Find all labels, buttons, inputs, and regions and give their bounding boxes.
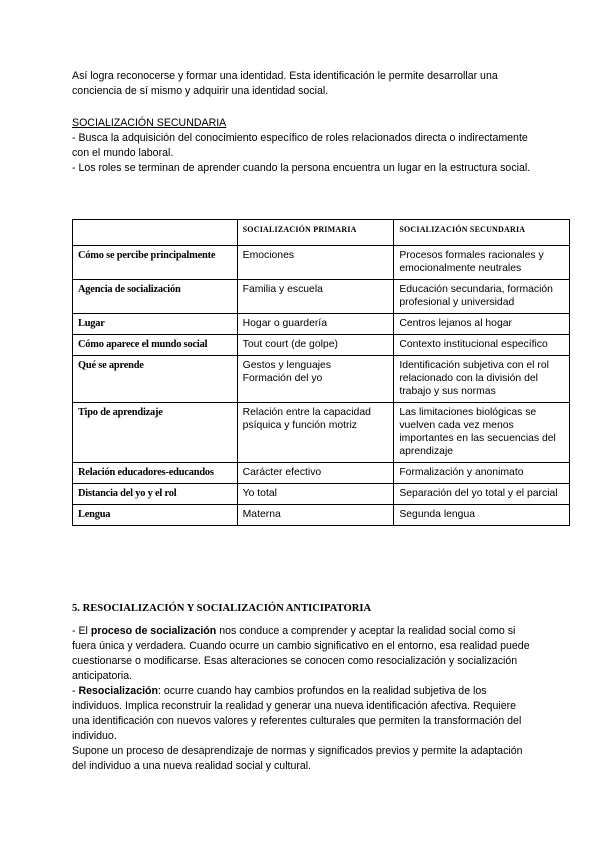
secondary-cell: Formalización y anonimato bbox=[394, 463, 570, 484]
resocialization-paragraph: - Resocialización: ocurre cuando hay cambios profundos en la realidad subjetiva de los individuos. Implica reconstruir la realidad y generar una nueva identificación afectiva. Requiere una identificación con nuevos valores y referentes culturales que permiten la transformación del individuo. bbox=[72, 685, 522, 742]
primary-cell: Emociones bbox=[237, 246, 394, 280]
secondary-cell: Las limitaciones biológicas se vuelven cada vez menos importantes en las secuencias del aprendizaje bbox=[394, 403, 570, 463]
secondary-cell: Procesos formales racionales y emocionalmente neutrales bbox=[394, 246, 570, 280]
primary-cell: Yo total bbox=[237, 484, 394, 505]
table-row bbox=[73, 403, 570, 463]
secondary-bullet-1: - Busca la adquisición del conocimiento específico de roles relacionados directa o indirectamente con el mundo laboral. bbox=[72, 132, 528, 159]
secondary-socialization-text bbox=[72, 131, 532, 176]
row-label: Qué se aprende bbox=[73, 356, 238, 403]
section-5-text bbox=[72, 624, 532, 774]
comparison-table bbox=[72, 219, 570, 526]
primary-cell: Carácter efectivo bbox=[237, 463, 394, 484]
row-label: Distancia del yo y el rol bbox=[73, 484, 238, 505]
secondary-cell: Centros lejanos al hogar bbox=[394, 314, 570, 335]
table-row bbox=[73, 246, 570, 280]
table-row bbox=[73, 505, 570, 526]
primary-cell: Relación entre la capacidad psíquica y función motriz bbox=[237, 403, 394, 463]
table-row bbox=[73, 314, 570, 335]
secondary-cell: Separación del yo total y el parcial bbox=[394, 484, 570, 505]
primary-cell: Hogar o guardería bbox=[237, 314, 394, 335]
table-row bbox=[73, 335, 570, 356]
header-secondary: SOCIALIZACIÓN SECUNDARIA bbox=[394, 220, 570, 246]
primary-cell: Materna bbox=[237, 505, 394, 526]
row-label: Lugar bbox=[73, 314, 238, 335]
row-label: Agencia de socialización bbox=[73, 280, 238, 314]
secondary-bullet-2: - Los roles se terminan de aprender cuando la persona encuentra un lugar en la estructura social. bbox=[72, 162, 531, 174]
row-label: Tipo de aprendizaje bbox=[73, 403, 238, 463]
row-label: Cómo se percibe principalmente bbox=[73, 246, 238, 280]
primary-cell: Tout court (de golpe) bbox=[237, 335, 394, 356]
resocialization-term: Resocialización bbox=[78, 685, 158, 697]
intro-paragraph: Así logra reconocerse y formar una identidad. Esta identificación le permite desarrollar una conciencia de sí mismo y adquirir una identidad social. bbox=[72, 70, 498, 97]
primary-cell: Gestos y lenguajes Formación del yo bbox=[237, 356, 394, 403]
secondary-socialization-title: SOCIALIZACIÓN SECUNDARIA bbox=[72, 117, 227, 129]
row-label: Lengua bbox=[73, 505, 238, 526]
socialization-process-paragraph: - El proceso de socialización nos conduce a comprender y aceptar la realidad social como si fuera única y verdadera. Cuando ocurre un cambio significativo en el entorno, esa realidad puede cuestionarse o modificarse. Esas alteraciones se conocen como resocialización y socialización anticipatoria. bbox=[72, 625, 530, 682]
row-label: Relación educadores-educandos bbox=[73, 463, 238, 484]
section-5-title: 5. RESOCIALIZACIÓN Y SOCIALIZACIÓN ANTICIPATORIA bbox=[72, 603, 372, 614]
table-row bbox=[73, 356, 570, 403]
secondary-cell: Segunda lengua bbox=[394, 505, 570, 526]
table-row bbox=[73, 484, 570, 505]
table-header-row bbox=[73, 220, 570, 246]
secondary-cell: Educación secundaria, formación profesional y universidad bbox=[394, 280, 570, 314]
header-primary: SOCIALIZACIÓN PRIMARIA bbox=[237, 220, 394, 246]
primary-cell: Familia y escuela bbox=[237, 280, 394, 314]
table-row bbox=[73, 463, 570, 484]
table-row bbox=[73, 280, 570, 314]
secondary-cell: Identificación subjetiva con el rol relacionado con la división del trabajo y sus normas bbox=[394, 356, 570, 403]
socialization-process-term: proceso de socialización bbox=[90, 625, 217, 637]
unlearning-paragraph: Supone un proceso de desaprendizaje de normas y significados previos y permite la adaptación del individuo a una nueva realidad social y cultural. bbox=[72, 745, 523, 772]
row-label: Cómo aparece el mundo social bbox=[73, 335, 238, 356]
secondary-cell: Contexto institucional específico bbox=[394, 335, 570, 356]
header-empty-cell bbox=[73, 220, 238, 246]
